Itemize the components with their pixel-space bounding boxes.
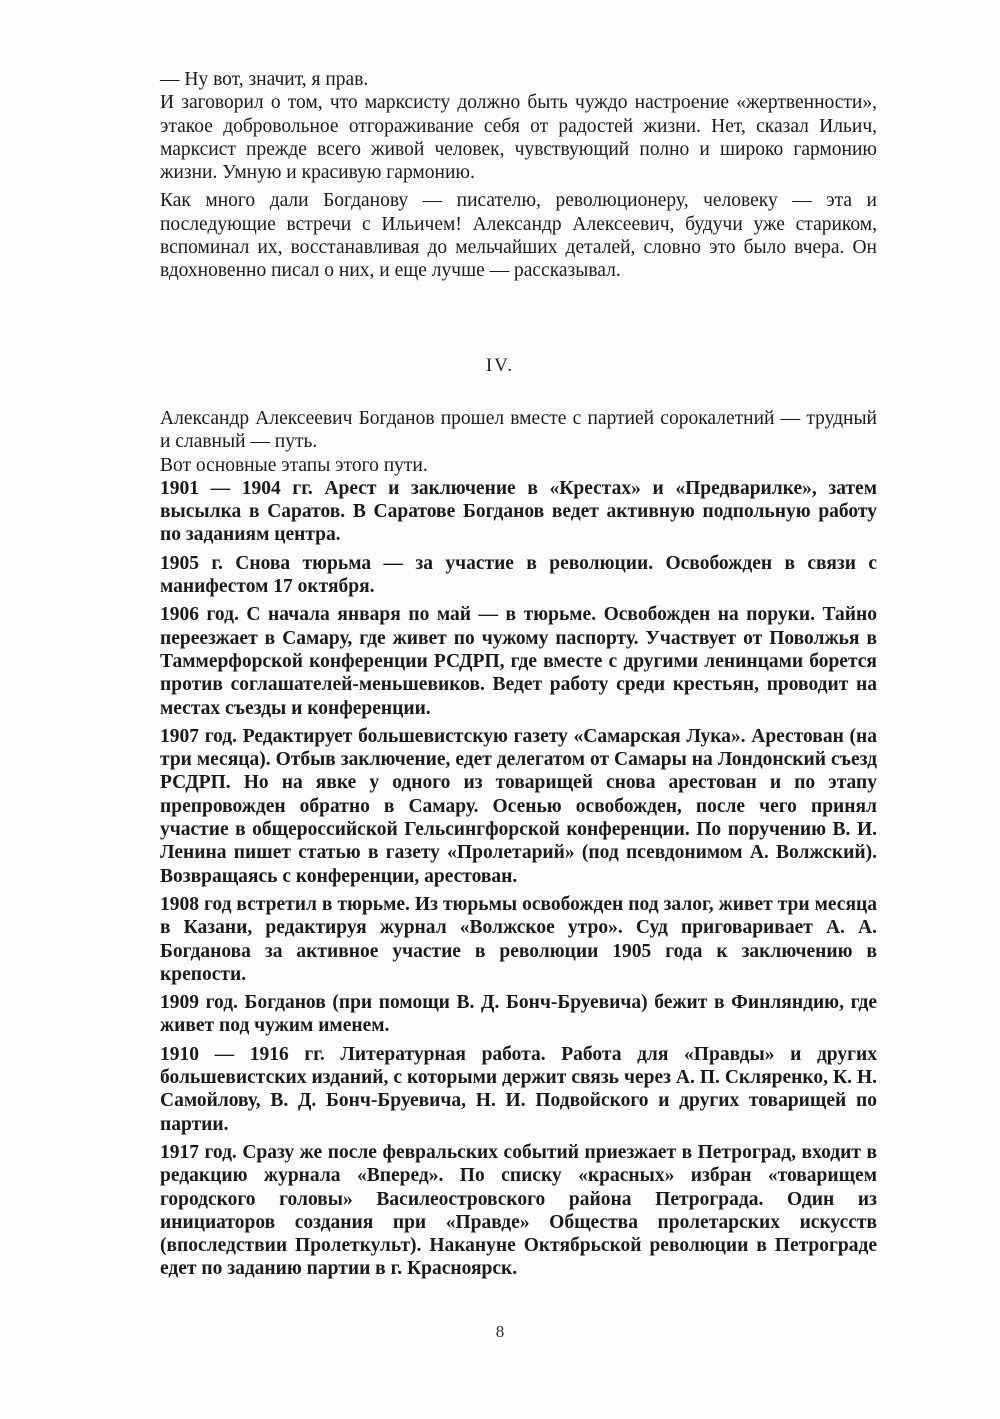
page-number: 8 bbox=[495, 1322, 505, 1341]
paragraph-1906: 1906 год. С начала января по май — в тюрьме. Освобожден на поруки. Тайно переезжает в Самару, где живет по чужому паспорту. Участвует от Поволжья в Таммерфорской конференции РСДРП, где вместе с другими ленинцами борется против соглашателей-меньшевиков. Ведет работу среди крестьян, проводит на местах съезды и конференции. bbox=[160, 604, 877, 719]
main-text-block bbox=[160, 407, 877, 1281]
paragraph-1905: 1905 г. Снова тюрьма — за участие в революции. Освобожден в связи с манифестом 17 октября. bbox=[160, 552, 877, 598]
paragraph-1917: 1917 год. Сразу же после февральских событий приезжает в Петроград, входит в редакцию журнала «Вперед». По списку «красных» избран «товарищем городского головы» Василеостровского района Петрограда. Один из инициаторов создания при «Правде» Общества пролетарских искусств (впоследствии Пролеткульт). Накануне Октябрьской революции в Петрограде едет по заданию партии в г. Красноярск. bbox=[160, 1141, 877, 1280]
paragraph-1908: 1908 год встретил в тюрьме. Из тюрьмы освобожден под залог, живет три месяца в Казани, редактируя журнал «Волжское утро». Суд приговаривает А. А. Богданова за активное участие в революции 1905 года к заключению в крепости. bbox=[160, 893, 877, 985]
paragraph-intro: Александр Алексеевич Богданов прошел вместе с партией сорокалетний — трудный и славный — путь. bbox=[160, 408, 877, 453]
paragraph-1909: 1909 год. Богданов (при помощи В. Д. Бонч-Бруевича) бежит в Финляндию, где живет под чужим именем. bbox=[160, 992, 877, 1037]
paragraph-1910-1916: 1910 — 1916 гг. Литературная работа. Работа для «Правды» и других большевистских изданий, с которыми держит связь через А. П. Скляренко, К. Н. Самойлову, В. Д. Бонч-Бруевича, Н. И. Подвойского и других товарищей по партии. bbox=[160, 1043, 877, 1135]
paragraph-1901-1904: 1901 — 1904 гг. Арест и заключение в «Крестах» и «Предварилке», затем высылка в Саратов. В Саратове Богданов ведет активную подпольную работу по заданиям центра. bbox=[160, 477, 877, 546]
opening-text-block bbox=[160, 68, 877, 283]
paragraph-1907: 1907 год. Редактирует большевистскую газету «Самарская Лука». Арестован (на три месяца). Отбыв заключение, едет делегатом от Самары на Лондонский съезд РСДРП. Но на явке у одного из товарищей снова арестован и по этапу препровожден обратно в Самару. Осенью освобожден, после чего принял участие в общероссийской Гельсингфорской конференции. По поручению В. И. Ленина пишет статью в газету «Пролетарий» (под псевдонимом А. Волжский). Возвращаясь с конференции, арестован. bbox=[160, 725, 877, 887]
paragraph-marxist-harmony: И заговорил о том, что марксисту должно быть чуждо настроение «жертвенности», этакое добровольное отгораживание себя от радостей жизни. Нет, сказал Ильич, марксист прежде всего живой человек, чувствующий полно и широко гармонию жизни. Умную и красивую гармонию. bbox=[160, 92, 877, 184]
section-heading: IV. bbox=[485, 355, 515, 376]
paragraph-stages: Вот основные этапы этого пути. bbox=[160, 454, 428, 476]
paragraph-dialogue: — Ну вот, значит, я прав. bbox=[160, 69, 369, 90]
paragraph-meetings-with-ilyich: Как много дали Богданову — писателю, революционеру, человеку — эта и последующие встречи с Ильичем! Александр Алексеевич, будучи уже стариком, вспоминал их, восстанавливая до мельчайших деталей, словно это было вчера. Он вдохновенно писал о них, и еще лучше — рассказывал. bbox=[160, 190, 877, 282]
